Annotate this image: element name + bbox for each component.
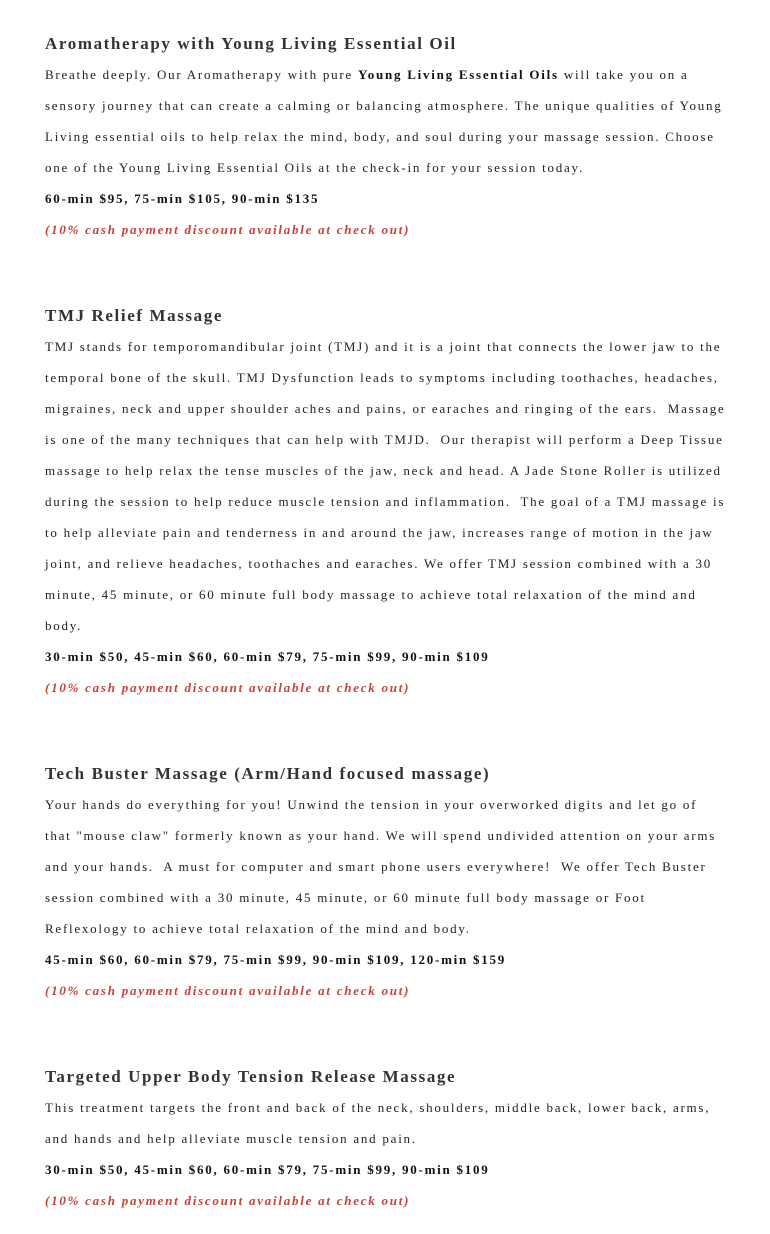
description-text: will take you on a sensory journey that can create a calming or balancing atmosphere. The unique qualities of Young Living essential oils to help relax the mind, body, and soul during your massage session. Choose one of the Young Living Essential Oils at the check-in for your session today. <box>45 67 728 175</box>
service-title: Targeted Upper Body Tension Release Massage <box>45 1067 457 1086</box>
service-description: This treatment targets the front and back of the neck, shoulders, middle back, lower back, arms, and hands and help alleviate muscle tension and pain. <box>45 1100 711 1146</box>
cash-discount-note: (10% cash payment discount available at check out) <box>45 222 411 237</box>
service-prices: 30-min $50, 45-min $60, 60-min $79, 75-min $99, 90-min $109 <box>45 1162 490 1177</box>
service-description: TMJ stands for temporomandibular joint (TMJ) and it is a joint that connects the lower jaw to the temporal bone of the skull. TMJ Dysfunction leads to symptoms including toothaches, headaches, migraines, neck and upper shoulder aches and pains, or earaches and ringing of the ears. Massage is one of the many techniques that can help with TMJD. Our therapist will perform a Deep Tissue massage to help relax the tense muscles of the jaw, neck and head. A Jade Stone Roller is utilized during the session to help reduce muscle tension and inflammation. The goal of a TMJ massage is to help alleviate pain and tenderness in and around the jaw, increases range of motion in the jaw joint, and relieve headaches, toothaches and earaches. We offer TMJ session combined with a 30 minute, 45 minute, or 60 minute full body massage to achieve total relaxation of the mind and body. <box>45 339 731 633</box>
service-upper-body-tension <box>45 1061 727 1216</box>
service-tmj-relief <box>45 300 731 703</box>
service-title: Tech Buster Massage (Arm/Hand focused massage) <box>45 764 491 783</box>
cash-discount-note: (10% cash payment discount available at check out) <box>45 680 411 695</box>
service-description <box>45 59 727 183</box>
service-prices: 45-min $60, 60-min $79, 75-min $99, 90-min $109, 120-min $159 <box>45 952 506 967</box>
service-tech-buster <box>45 758 727 1006</box>
service-prices: 60-min $95, 75-min $105, 90-min $135 <box>45 191 320 206</box>
description-text: Breathe deeply. Our Aromatherapy with pure <box>45 67 359 82</box>
service-title: Aromatherapy with Young Living Essential Oil <box>45 34 457 53</box>
service-aromatherapy <box>45 28 727 245</box>
service-title: TMJ Relief Massage <box>45 306 223 325</box>
service-description: Your hands do everything for you! Unwind the tension in your overworked digits and let go of that "mouse claw" formerly known as your hand. We will spend undivided attention on your arms and your hands. A must for computer and smart phone users everywhere! We offer Tech Buster session combined with a 30 minute, 45 minute, or 60 minute full body massage or Foot Reflexology to achieve total relaxation of the mind and body. <box>45 797 722 936</box>
description-bold-text: Young Living Essential Oils <box>358 67 559 82</box>
cash-discount-note: (10% cash payment discount available at check out) <box>45 1193 411 1208</box>
cash-discount-note: (10% cash payment discount available at check out) <box>45 983 411 998</box>
service-prices: 30-min $50, 45-min $60, 60-min $79, 75-min $99, 90-min $109 <box>45 649 490 664</box>
